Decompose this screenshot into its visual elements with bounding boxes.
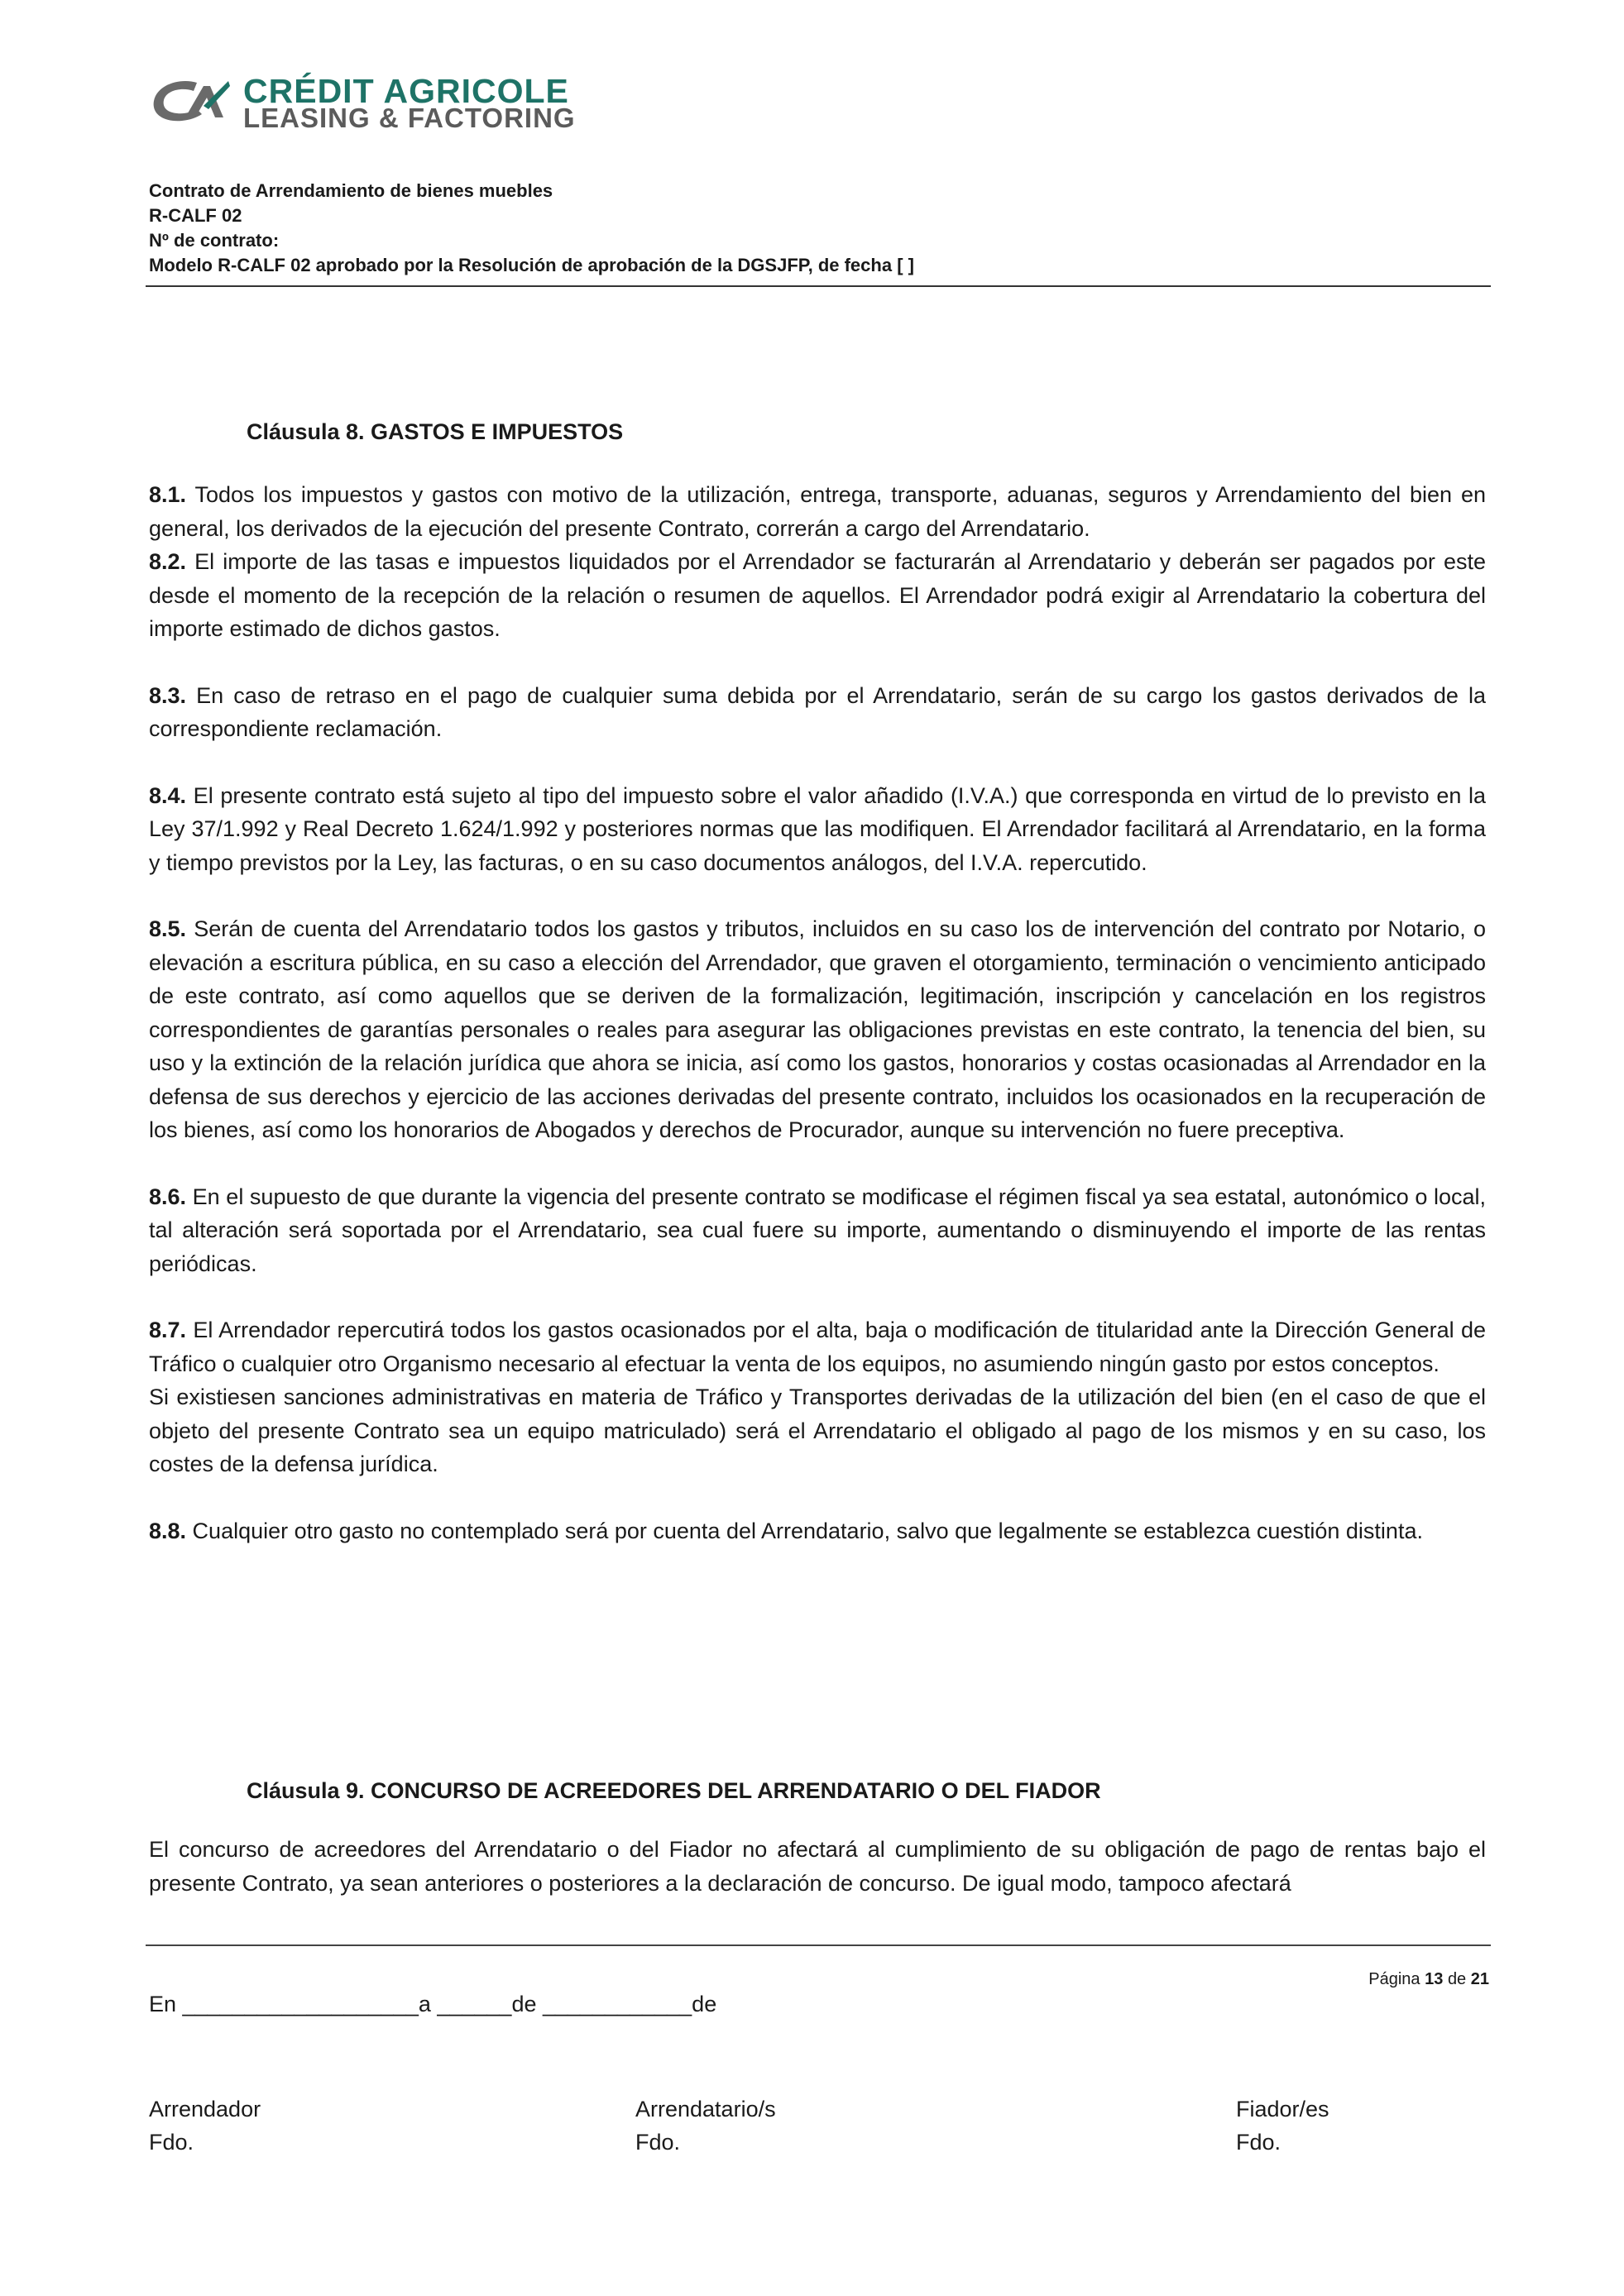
signature-arrendatario	[635, 2093, 776, 2159]
model-code: R-CALF 02	[149, 205, 242, 226]
clause-number: 8.5.	[149, 916, 187, 941]
contract-type: Contrato de Arrendamiento de bienes muebles	[149, 180, 553, 201]
clause-number: 8.8.	[149, 1518, 187, 1543]
clause-text: Serán de cuenta del Arrendatario todos los gastos y tributos, incluidos en su caso los de intervención del contrato por Notario, o elevación a escritura pública, en su caso a elección del Arrendador, que graven el otorgamiento, terminación o vencimiento anticipado de este contrato, así como aquellos que se deriven de la formalización, legitimación, inscripción y cancelación en los registros correspondientes de garantías personales o reales para asegurar las obligaciones previstas en este contrato, la tenencia del bien, su uso y la extinción de la relación jurídica que ahora se inicia, así como los gastos, honorarios y costas ocasionadas al Arrendador en la defensa de sus derechos y ejercicio de las acciones derivadas del presente contrato, incluidos los ocasionados en la recuperación de los bienes, así como los honorarios de Abogados y derechos de Procurador, aunque su intervención no fuere preceptiva.	[149, 916, 1486, 1142]
clause-8-2	[149, 545, 1486, 646]
page-current: 13	[1425, 1970, 1444, 1988]
clause-9-paragraph: El concurso de acreedores del Arrendatario o del Fiador no afectará al cumplimiento de su obligación de pago de rentas bajo el presente Contrato, ya sean anteriores o posteriores a la declaración de concurso. De igual modo, tampoco afectará	[149, 1837, 1486, 1896]
clause-text: En el supuesto de que durante la vigencia del presente contrato se modificase el régimen fiscal ya sea estatal, autonómico o local, tal alteración será soportada por el Arrendatario, sea cual fuere su importe, aumentando o disminuyendo el importe de las rentas periódicas.	[149, 1184, 1486, 1276]
page-of: de	[1447, 1970, 1467, 1988]
company-logo	[149, 73, 612, 131]
clause-number: 8.4.	[149, 782, 187, 808]
clause-9-body	[149, 1833, 1486, 1900]
clause-8-8	[149, 1514, 1486, 1548]
clause-number: 8.6.	[149, 1184, 187, 1209]
clause-text: Cualquier otro gasto no contemplado será por cuenta del Arrendatario, salvo que legalmente se establezca cuestión distinta.	[186, 1518, 1423, 1543]
footer-divider	[146, 1944, 1491, 1946]
clause-8-body	[149, 478, 1486, 1547]
place-date-line: En ___________________a ______de ____________de	[149, 1992, 717, 2016]
clause-8-title: Cláusula 8. GASTOS E IMPUESTOS	[247, 419, 624, 444]
page-label: Página	[1368, 1970, 1420, 1988]
signatory-role: Fiador/es	[1236, 2097, 1329, 2121]
clause-8-6	[149, 1180, 1486, 1281]
credit-agricole-logo-icon	[149, 76, 232, 127]
signatory-role: Arrendatario/s	[635, 2097, 776, 2121]
signature-fiador	[1236, 2093, 1329, 2159]
header-divider	[146, 285, 1491, 287]
page-total: 21	[1470, 1970, 1489, 1988]
clause-number: 8.2.	[149, 549, 187, 574]
clause-text: El importe de las tasas e impuestos liquidados por el Arrendador se facturarán al Arrendatario y deberán ser pagados por este desde el momento de la recepción de la relación o resumen de aquellos. El Arrendador podrá exigir al Arrendatario la cobertura del importe estimado de dichos gastos.	[149, 549, 1486, 641]
clause-8-5	[149, 912, 1486, 1147]
clause-number: 8.1.	[149, 482, 187, 507]
clause-number: 8.7.	[149, 1318, 187, 1342]
contract-number-label: Nº de contrato:	[149, 230, 280, 251]
clause-text: En caso de retraso en el pago de cualquier suma debida por el Arrendatario, serán de su cargo los gastos derivados de la correspondiente reclamación.	[149, 682, 1486, 741]
clause-text: El Arrendador repercutirá todos los gastos ocasionados por el alta, baja o modificación de titularidad ante la Dirección General de Tráfico o cualquier otro Organismo necesario al efectuar la venta de los equipos, no asumiendo ningún gasto por estos conceptos.	[149, 1318, 1486, 1376]
page-number	[1349, 1970, 1489, 1989]
logo-wordmark-line1: CRÉDIT AGRICOLE	[243, 72, 569, 110]
clause-text: Todos los impuestos y gastos con motivo de la utilización, entrega, transporte, aduanas, seguros y Arrendamiento del bien en general, los derivados de la ejecución del presente Contrato, correrán a cargo del Arrendatario.	[149, 482, 1486, 541]
signatory-role: Arrendador	[149, 2097, 261, 2121]
signature-label: Fdo.	[149, 2130, 194, 2155]
clause-8-1	[149, 478, 1486, 545]
clause-8-4	[149, 779, 1486, 880]
clause-8-7-sanctions: Si existiesen sanciones administrativas en materia de Tráfico y Transportes derivadas de la utilización del bien (en el caso de que el objeto del presente Contrato sea un equipo matriculado) será el Arrendatario el obligado al pago de los mismos y en su caso, los costes de la defensa jurídica.	[149, 1385, 1486, 1476]
signature-arrendador	[149, 2093, 261, 2159]
clause-9-title: Cláusula 9. CONCURSO DE ACREEDORES DEL ARRENDATARIO O DEL FIADOR	[247, 1778, 1101, 1803]
signature-label: Fdo.	[1236, 2130, 1281, 2155]
clause-8-3	[149, 679, 1486, 746]
model-approval-line: Modelo R-CALF 02 aprobado por la Resolución de aprobación de la DGSJFP, de fecha [ ]	[149, 255, 914, 275]
clause-text: El presente contrato está sujeto al tipo del impuesto sobre el valor añadido (I.V.A.) que corresponda en virtud de lo previsto en la Ley 37/1.992 y Real Decreto 1.624/1.992 y posteriores normas que las modifiquen. El Arrendador facilitará al Arrendatario, en la forma y tiempo previstos por la Ley, las facturas, o en su caso documentos análogos, del I.V.A. repercutido.	[149, 782, 1486, 875]
logo-wordmark-line2: LEASING & FACTORING	[243, 103, 576, 133]
clause-number: 8.3.	[149, 682, 187, 708]
document-header	[149, 179, 1489, 278]
clause-8-7	[149, 1313, 1486, 1380]
signature-label: Fdo.	[635, 2130, 681, 2155]
